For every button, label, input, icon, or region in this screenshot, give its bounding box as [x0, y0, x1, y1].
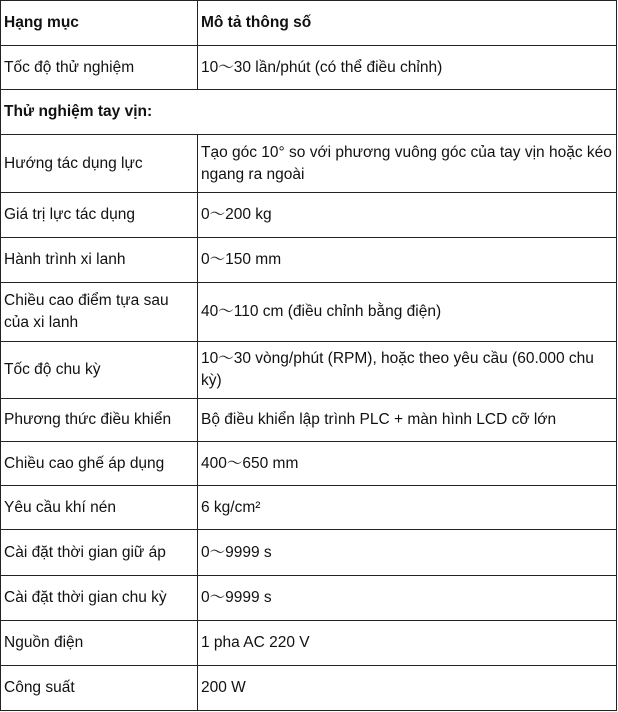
- spec-description: 200 W: [198, 666, 617, 711]
- header-row: [1, 1, 617, 46]
- spec-item: Tốc độ thử nghiệm: [1, 46, 198, 90]
- spec-item: Chiều cao ghế áp dụng: [1, 442, 198, 486]
- header-item: Hạng mục: [1, 1, 198, 46]
- spec-description: 6 kg/cm²: [198, 486, 617, 530]
- spec-description: 10～30 vòng/phút (RPM), hoặc theo yêu cầu (60.000 chu kỳ): [198, 342, 617, 399]
- spec-description: Bộ điều khiển lập trình PLC + màn hình LCD cỡ lớn: [198, 399, 617, 442]
- header-description: Mô tả thông số: [198, 1, 617, 46]
- spec-item: Hướng tác dụng lực: [1, 135, 198, 193]
- table-row: [1, 46, 617, 90]
- table-row: [1, 530, 617, 576]
- table-row: [1, 135, 617, 193]
- table-row: [1, 442, 617, 486]
- spec-item: Phương thức điều khiển: [1, 399, 198, 442]
- table-row: [1, 342, 617, 399]
- spec-description: 10～30 lần/phút (có thể điều chỉnh): [198, 46, 617, 90]
- spec-item: Tốc độ chu kỳ: [1, 342, 198, 399]
- table-body: [1, 46, 617, 711]
- table-row: [1, 486, 617, 530]
- spec-description: 0～9999 s: [198, 576, 617, 621]
- spec-description: 0～9999 s: [198, 530, 617, 576]
- table-row: [1, 399, 617, 442]
- spec-description: 40～110 cm (điều chỉnh bằng điện): [198, 283, 617, 342]
- spec-description: 0～150 mm: [198, 238, 617, 283]
- spec-item: Công suất: [1, 666, 198, 711]
- table-row: [1, 621, 617, 666]
- spec-item: Giá trị lực tác dụng: [1, 193, 198, 238]
- spec-item: Nguồn điện: [1, 621, 198, 666]
- table-row: [1, 576, 617, 621]
- section-label: Thử nghiệm tay vịn:: [1, 90, 617, 135]
- spec-description: 0～200 kg: [198, 193, 617, 238]
- spec-item: Chiều cao điểm tựa sau của xi lanh: [1, 283, 198, 342]
- spec-description: 1 pha AC 220 V: [198, 621, 617, 666]
- spec-description: 400～650 mm: [198, 442, 617, 486]
- spec-item: Hành trình xi lanh: [1, 238, 198, 283]
- table-row: [1, 666, 617, 711]
- spec-description: Tạo góc 10° so với phương vuông góc của tay vịn hoặc kéo ngang ra ngoài: [198, 135, 617, 193]
- spec-item: Yêu cầu khí nén: [1, 486, 198, 530]
- table-row: [1, 283, 617, 342]
- table-row: [1, 238, 617, 283]
- section-row: [1, 90, 617, 135]
- table-row: [1, 193, 617, 238]
- spec-item: Cài đặt thời gian chu kỳ: [1, 576, 198, 621]
- spec-item: Cài đặt thời gian giữ áp: [1, 530, 198, 576]
